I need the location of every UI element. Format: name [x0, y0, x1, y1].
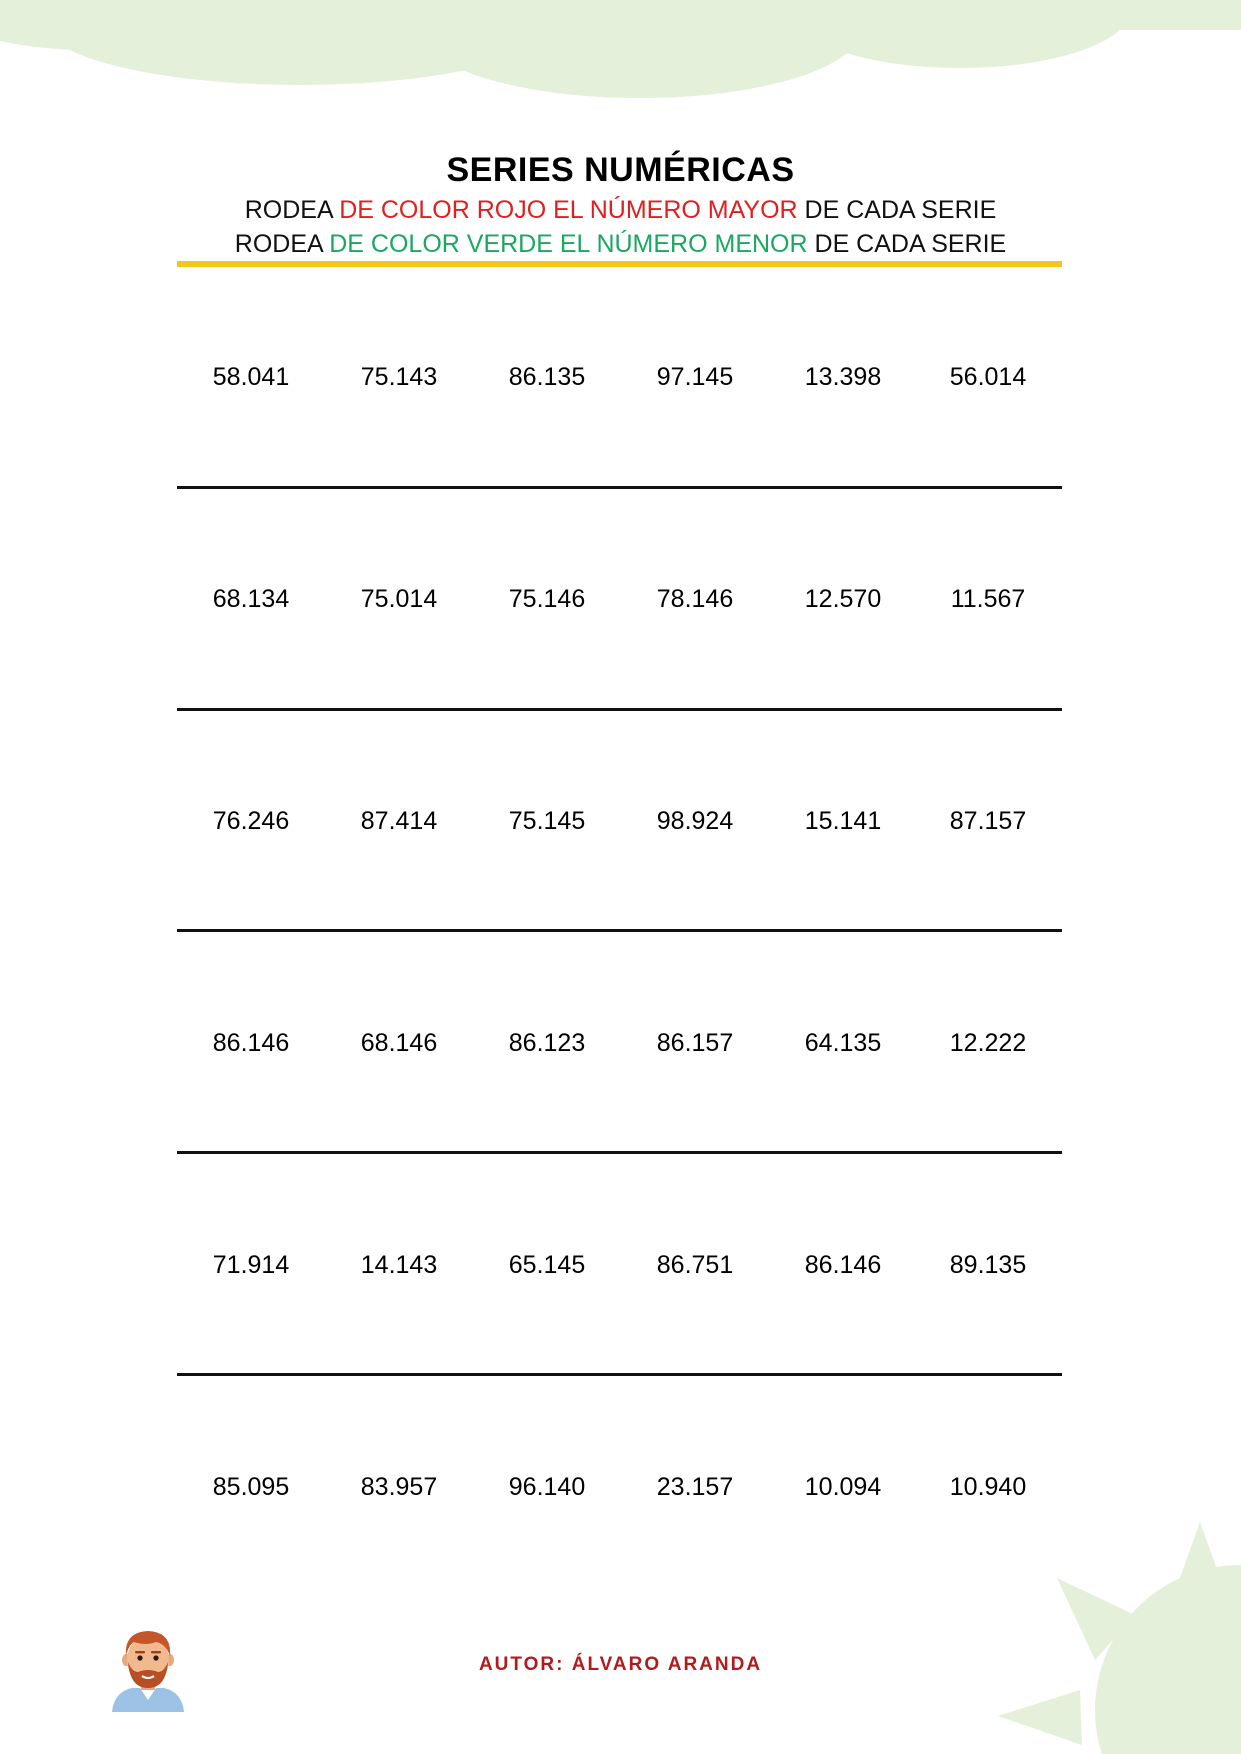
instruction-green-suffix: DE CADA SERIE [807, 230, 1007, 258]
series-row-6 [177, 1467, 1062, 1507]
sun-decoration [998, 1522, 1241, 1754]
series-number[interactable]: 11.567 [950, 585, 1026, 613]
series-number[interactable]: 85.095 [212, 1473, 290, 1501]
series-number[interactable]: 68.134 [212, 585, 290, 613]
series-number[interactable]: 68.146 [360, 1029, 438, 1057]
row-separator [177, 708, 1062, 711]
title-underline [177, 261, 1062, 267]
series-row-5 [177, 1245, 1062, 1285]
page-title: SERIES NUMÉRICAS [446, 151, 795, 189]
author-credit: AUTOR: ÁLVARO ARANDA [478, 1654, 763, 1675]
series-number[interactable]: 71.914 [212, 1251, 290, 1279]
row-separator [177, 929, 1062, 932]
series-number[interactable]: 75.146 [508, 585, 586, 613]
series-number[interactable]: 87.157 [949, 807, 1027, 835]
series-number[interactable]: 83.957 [360, 1473, 438, 1501]
instruction-green-highlight: DE COLOR VERDE EL NÚMERO MENOR [329, 230, 808, 258]
series-number[interactable]: 96.140 [508, 1473, 586, 1501]
series-number[interactable]: 86.123 [508, 1029, 586, 1057]
series-number[interactable]: 56.014 [949, 363, 1027, 391]
series-row-2 [177, 579, 1062, 619]
series-number[interactable]: 23.157 [656, 1473, 734, 1501]
series-row-3 [177, 801, 1062, 841]
series-number[interactable]: 58.041 [212, 363, 290, 391]
series-number[interactable]: 89.135 [949, 1251, 1027, 1279]
instruction-red [0, 193, 1241, 227]
series-number[interactable]: 65.145 [508, 1251, 586, 1279]
series-number[interactable]: 86.146 [804, 1251, 882, 1279]
instruction-red-suffix: DE CADA SERIE [797, 196, 997, 224]
series-row-4 [177, 1023, 1062, 1063]
series-number[interactable]: 86.146 [212, 1029, 290, 1057]
series-number[interactable]: 86.751 [656, 1251, 734, 1279]
series-number[interactable]: 75.014 [360, 585, 438, 613]
series-number[interactable]: 87.414 [360, 807, 438, 835]
series-number[interactable]: 15.141 [804, 807, 882, 835]
series-number[interactable]: 97.145 [656, 363, 734, 391]
series-number[interactable]: 86.135 [508, 363, 586, 391]
instruction-red-highlight: DE COLOR ROJO EL NÚMERO MAYOR [339, 196, 798, 224]
series-number[interactable]: 10.940 [949, 1473, 1027, 1501]
row-separator [177, 1151, 1062, 1154]
series-number[interactable]: 14.143 [360, 1251, 438, 1279]
instruction-green [0, 227, 1241, 261]
instruction-green-prefix: RODEA [234, 230, 330, 258]
series-number[interactable]: 86.157 [656, 1029, 734, 1057]
series-number[interactable]: 64.135 [804, 1029, 882, 1057]
series-row-1 [177, 357, 1062, 397]
row-separator [177, 486, 1062, 489]
cloud-decoration [0, 0, 1241, 98]
series-number[interactable]: 13.398 [804, 363, 882, 391]
series-number[interactable]: 98.924 [656, 807, 734, 835]
series-number[interactable]: 76.246 [212, 807, 290, 835]
series-number[interactable]: 12.570 [804, 585, 882, 613]
series-number[interactable]: 10.094 [804, 1473, 882, 1501]
series-number[interactable]: 75.145 [508, 807, 586, 835]
instruction-red-prefix: RODEA [244, 196, 340, 224]
row-separator [177, 1373, 1062, 1376]
series-number[interactable]: 78.146 [656, 585, 734, 613]
series-number[interactable]: 12.222 [949, 1029, 1027, 1057]
series-number[interactable]: 75.143 [360, 363, 438, 391]
